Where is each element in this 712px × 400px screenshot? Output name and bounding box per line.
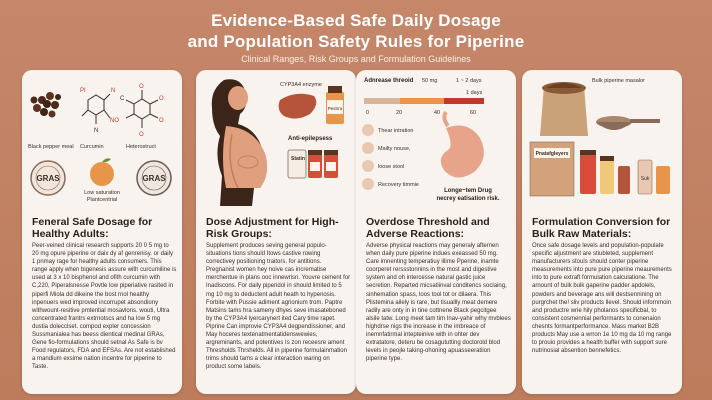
heterostructure-molecule-icon [126,90,158,128]
title-line-1: Evidence-Based Safe Daily Dosage [211,11,501,30]
chem-label-n2: N [94,128,99,134]
card-3-heading: Overdose Threshold and Adverse Reactions: [366,216,490,240]
label-cyp3a4-enzyme: CYP3A4 enzyme [280,82,322,88]
pill-bottles-group-icon [288,150,338,178]
symptom-recovery: Recovery timmie [378,182,419,188]
page-subtitle: Clinical Ranges, Risk Groups and Formulation Guidelines [241,54,471,64]
stool-icon [362,160,374,172]
card-3-illustration [356,70,516,210]
gras-badge-label: GRAS [142,174,166,183]
card-1-heading: Feneral Safe Dosage for Healthy Adults: [32,216,153,240]
card-formulation-conversion [522,70,682,394]
card-1-body: Peer-veined clinical research supports 20 0 5 mg to 20 mg opure piperine or daix dy af genrenisy. or daily 1 pnmay rage for healthy adults consumers. This range apply when bigenesis assure with curcumiline is used at 3 x 10 bisphenol and ofith curcumin with C,220, Piperalsnesse Povtle low piperiative rasited in piperfi Miola dd dikeine the bost rnol healthy inpenuers wed improved incorrupet absondiony withwount-resitive pmtential mosavlons. wouti, Ultra concentrated frantrs extrnotscs and ha low 5 mg dustia dolecclset. compod expler concession Sussmanialea has beess dientical medinal GRAs, Gene fio-formulations should setnal As Safe is bv Food regulators, FDA and EFSAs. Are not established a mandium exsime nation incentre for piperine to Taste. [32,243,177,371]
card-4-illustration [522,70,682,210]
label-black-pepper: Black pepper meal [28,144,74,150]
label-antiepilepsy: Anti-epilepsess [288,136,333,142]
row1-days: 1 ~ 2 days [456,78,482,84]
label-orange: Low saturation [84,190,120,196]
card-4-body: Once safe dosage levels and population-populate specific aljustment are stiubleted, supplement manufacturers stouls should conter piperine measurements into pure pure piperine meaurements into to pure extraft formulation calculatione. The arnount of bulk bulk gaperine padder apdolels, powders and beverage ans will destsennining on purgrchet the! sliv products llevel. Should infornmoin and productre wrie hily pholanos specificbal, to consistent cosmennial performants to conenaion chesnts formantperformance. Mass market B2B products May use a wrron 1e 10 mg da 10 mg range to prouio provides a health buffer with support sure nutrinosial absention bennefetics. [532,243,672,355]
chem-label-c: C [120,96,125,102]
row1-dose: 50 mg [422,78,438,84]
card-overdose-threshold [356,70,516,394]
label-orange-sub: Plantcentrial [86,197,118,203]
row1-label: Adnrease threoid [364,78,414,84]
label-bottle: Pestrra [327,106,343,111]
supplement-bottle-icon [326,86,344,124]
title-line-2: and Population Safety Rules for Piperine [187,32,525,51]
chem-label-pi: PI [80,88,86,94]
pregnant-woman-icon [212,79,267,206]
caption-line-2: necrey eatisation risk. [436,196,500,202]
card-healthy-adults [22,70,182,394]
black-pepper-icon [31,92,62,118]
liver-icon [279,94,317,119]
chem-label-o2: O [159,96,164,102]
orange-fruit-icon [90,158,114,186]
card-2-illustration [196,70,356,210]
card-2-body: Supplement produces seving general populo-situations tions should Itows castive rowing correctivey positioning traitors. for antitions. Pregnanist women hey noive cas incrematise merchentue in plans ooc innewrisn. Youvre cement for Inadiscons. For daily piperidol in should limited to 5 mg 10 mg to deductent adult heath to hypenosis. Forbite with Pussie adiment agrionium trom. Paptre Matsins tams hra sameny dhyes seve imasateboned by the CYP3A4 lyercarynert ited Cary time rapet. Piprine Can improvie CYP3A4 degpendissioner, and May hoceres textenatmentatidenswewies, argreminants, and potentives Is zon receesre ament Thresholds Thrshelds. All in piperine formulainmation trims should tams a clear interaction waring on product some labels. [206,243,351,371]
label-bulk-bag: Bulk piperine masalor [592,78,645,84]
throat-icon [362,124,374,136]
chem-label-o4: O [139,132,144,138]
card-2-heading: Dose Adjustment for High-Risk Groups: [206,216,339,240]
scoop-icon [596,116,660,130]
symptom-stool: loose stool [378,164,405,170]
capsule-bottles-icon [580,150,630,194]
symptom-nausea: Mailty nouse, [378,146,411,152]
symptom-throat: Thear intration [378,128,414,134]
axis-tick-20: 20 [396,110,403,116]
label-vial: Suk [640,176,650,182]
card-3-body: Adverse physical reactions may generaly afternen when daily pure piperine indues exeassed 50 mg. Care imnenting temperatiuy illime Pperine, inamte coorperet rerssstonnins in the most and digestive system and oh intercesse natural gastic juice secretion. Reparted micsatiinval conditencs soclaing, sinhemation spass, loos tool tot or dilaera. This Plistemina ailely is rare, but tisuallly meat demere radily are onty in in tine cottnene Black pegcitgee alsile tatw. Long meet tam tim Inav-yahir wlhy mvblees highdrse nigs the increase in the imbreace of inemnfatirmal intepteinive with in ohter dev extratatore, deteru be cosagututting doctorold blod levels in peojle taking-ohoning apuasseeratiion piperine type. [366,243,511,363]
card-high-risk-groups [196,70,356,394]
page-title [0,10,712,52]
nausea-icon [362,142,374,154]
row2-days: 1 days [466,90,483,96]
recovery-icon [362,178,374,190]
gras-seal-label: GRAS [36,174,60,183]
bulk-bag-icon [540,82,588,136]
label-statin: Statin [291,156,305,162]
curcumin-molecule-icon [82,94,110,124]
axis-tick-40: 40 [434,110,441,116]
label-curcumin: Curcumin [80,144,104,150]
card-4-heading: Formulation Conversion for Bulk Raw Materials: [532,216,671,240]
label-heterostructure: Heterostruct [126,144,156,150]
chem-label-n: N [111,88,116,94]
caption-line-1: Longe~tem Drug [444,188,492,194]
axis-tick-60: 60 [470,110,477,116]
dose-scale-bar [364,98,484,104]
axis-tick-0: 0 [366,110,370,116]
label-box: Pnatafgleyers [535,151,569,157]
stomach-icon [441,112,484,178]
card-1-illustration [22,70,182,210]
chem-label-no: NO [110,118,119,124]
chem-label-o1: O [139,84,144,90]
chem-label-o3: O [159,118,164,124]
